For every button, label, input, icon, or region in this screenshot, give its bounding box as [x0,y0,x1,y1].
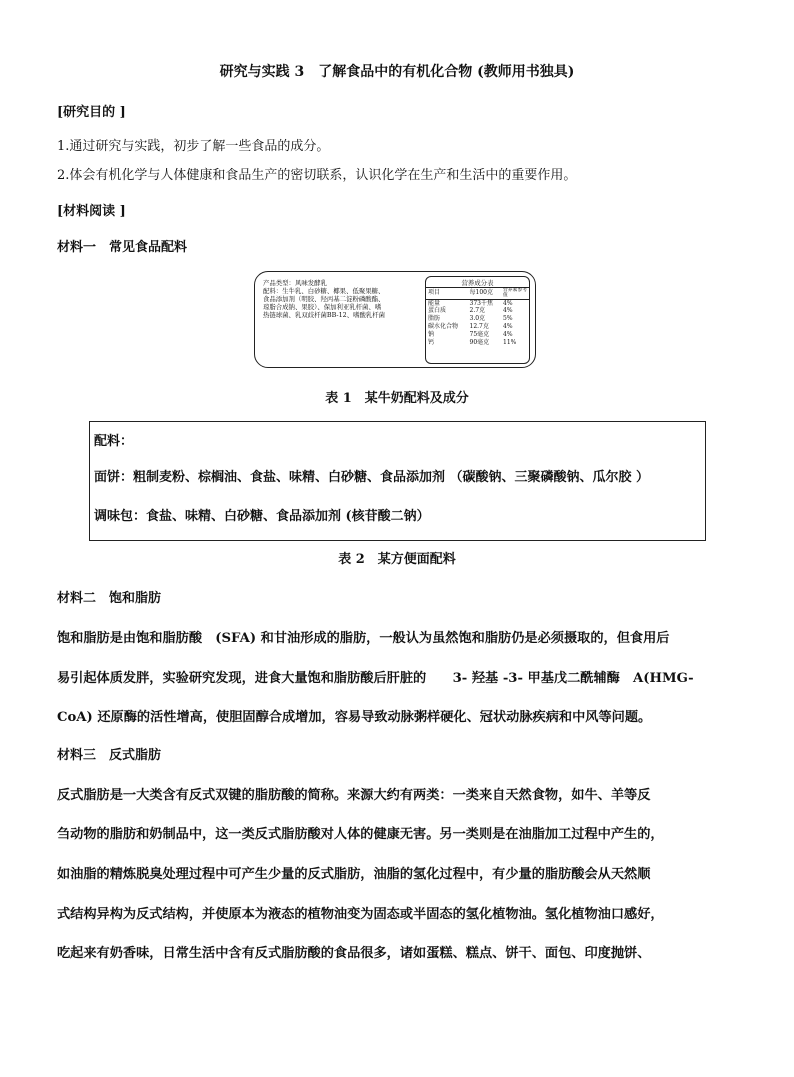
product-type: 产品类型：风味发酵乳 [263,279,327,287]
table1-caption: 表 1 某牛奶配料及成分 [325,391,469,406]
material3-line: 刍动物的脂肪和奶制品中，这一类反式脂肪酸对人体的健康无害。另一类则是在油脂加工过程中产生的， [57,827,664,842]
material2-line: CoA) 还原酶的活性增高，使胆固醇合成增加，容易导致动脉粥样硬化、冠状动脉疾病和中风等问题。 [57,710,652,725]
ingredients-line: 食品添加剂（明胶、羟丙基二淀粉磷酸酯、 [263,295,385,303]
page-title: 研究与实践 3 了解食品中的有机化合物 (教师用书独具) [219,64,575,80]
nutrition-row [426,331,529,339]
box-label: 配料： [94,434,134,449]
nutrition-item: 脂肪 [428,315,441,323]
material3-line: 吃起来有奶香味，日常生活中含有反式脂肪酸的食品很多，诸如蛋糕、糕点、饼干、面包、印度抛饼、 [57,946,651,961]
nutrition-nrv: 4% [503,323,513,331]
nutrition-nrv: 4% [503,299,513,307]
ingredients-line: 配料：生牛乳、白砂糖、椰果、低聚果糖、 [263,287,385,295]
material1-heading: 材料一 常见食品配料 [57,240,188,255]
seasoning-ingredients: 调味包：食盐、味精、白砂糖、食品添加剂 (核苷酸二钠） [94,509,430,524]
material3-line: 如油脂的精炼脱臭处理过程中可产生少量的反式脂肪，油脂的氢化过程中，有少量的脂肪酸会从天然顺 [57,867,651,882]
table2-caption: 表 2 某方便面配料 [338,552,456,567]
nutrition-facts-table [425,276,530,364]
nutrition-item: 碳水化合物 [428,323,459,331]
ingredients-line: 热链球菌、乳双歧杆菌BB-12、嗜酸乳杆菌 [263,311,386,319]
material2-line: 饱和脂肪是由饱和脂肪酸 (SFA) 和甘油形成的脂肪，一般认为虽然饱和脂肪仍是必须摄取的，但食用后 [57,631,670,646]
nutrition-header: 每100克 [468,288,502,300]
purpose-heading: [研究目的 ] [57,105,126,120]
nutrition-item: 钠 [428,331,435,339]
nutrition-item: 钙 [428,339,435,347]
nutrition-header: 项目 [426,288,468,300]
nutrition-amount: 373千焦 [469,299,493,307]
milk-label-image [254,271,536,368]
reading-heading: [材料阅读 ] [57,204,126,219]
nutrition-amount: 3.0克 [469,315,486,323]
ingredients-line: 琼脂合成钠、果胶）、保加利亚乳杆菌、嗜 [263,303,382,311]
nutrition-item: 能量 [428,299,441,307]
nutrition-amount: 90毫克 [469,339,490,347]
nutrition-nrv: 4% [503,331,513,339]
purpose-item-1: 1.通过研究与实践，初步了解一些食品的成分。 [57,139,330,154]
noodle-ingredients: 面饼：粗制麦粉、棕榈油、食盐、味精、白砂糖、食品添加剂 （碳酸钠、三聚磷酸钠、瓜尔胶 ） [94,470,650,485]
nutrition-header: 营养素参考值 [503,288,527,299]
nutrition-amount: 2.7克 [469,307,486,315]
nutrition-amount: 12.7克 [469,323,489,331]
nutrition-header-row [426,288,529,300]
nutrition-amount: 75毫克 [469,331,490,339]
nutrition-title: 营养成分表 [461,279,494,287]
purpose-item-2: 2.体会有机化学与人体健康和食品生产的密切联系，认识化学在生产和生活中的重要作用。 [57,168,577,183]
material3-line: 反式脂肪是一大类含有反式双键的脂肪酸的简称。来源大约有两类：一类来自天然食物，如牛、羊等反 [57,788,651,803]
noodle-ingredients-box [89,421,706,541]
material2-heading: 材料二 饱和脂肪 [57,591,162,606]
material3-heading: 材料三 反式脂肪 [57,748,162,763]
nutrition-row [426,323,529,331]
nutrition-row [426,339,529,347]
nutrition-nrv: 4% [503,307,513,315]
nutrition-item: 蛋白质 [428,307,447,315]
material2-line: 易引起体质发胖，实验研究发现，进食大量饱和脂肪酸后肝脏的 3- 羟基 -3- 甲基戊二酰辅酶 A(HMG- [57,671,694,686]
nutrition-nrv: 5% [503,315,513,323]
milk-ingredients [263,279,423,319]
material3-line: 式结构异构为反式结构，并使原本为液态的植物油变为固态或半固态的氢化植物油。氢化植物油口感好， [57,907,664,922]
nutrition-nrv: 11% [503,339,517,347]
